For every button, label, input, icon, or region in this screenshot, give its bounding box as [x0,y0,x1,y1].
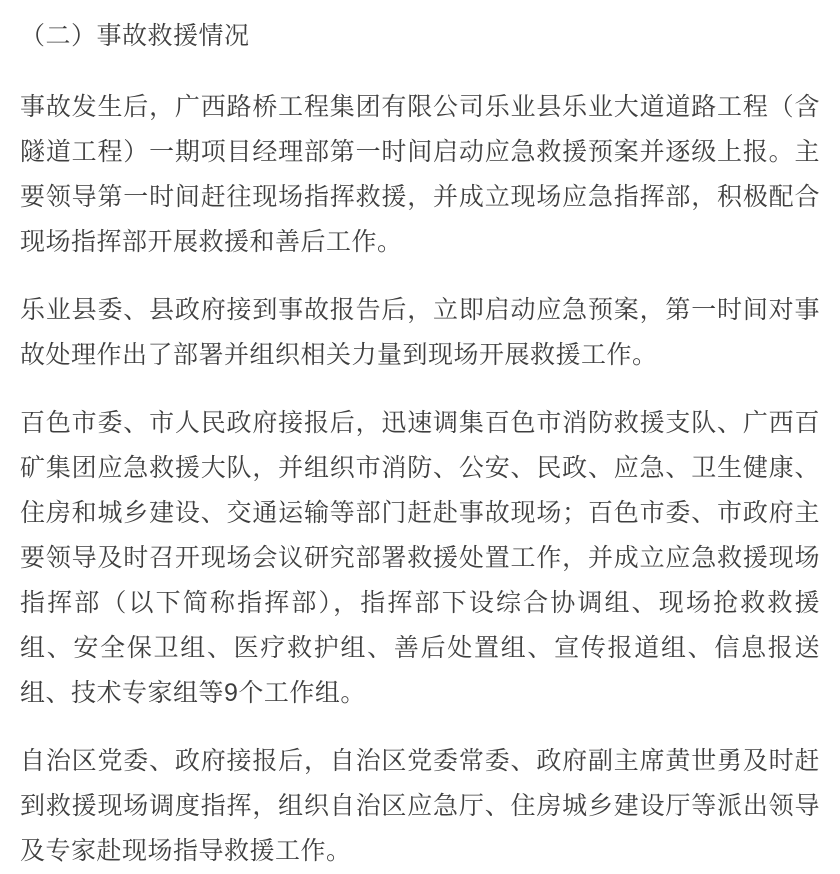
paragraph-rescue-company: 事故发生后，广西路桥工程集团有限公司乐业县乐业大道道路工程（含隧道工程）一期项目经理部第一时间启动应急救援预案并逐级上报。主要领导第一时间赶往现场指挥救援，并成立现场应急指挥部，积极配合现场指挥部开展救援和善后工作。 [20,93,820,256]
paragraph-county-response: 乐业县委、县政府接到事故报告后，立即启动应急预案，第一时间对事故处理作出了部署并组织相关力量到现场开展救援工作。 [20,296,820,369]
paragraph-city-response: 百色市委、市人民政府接报后，迅速调集百色市消防救援支队、广西百矿集团应急救援大队，并组织市消防、公安、民政、应急、卫生健康、住房和城乡建设、交通运输等部门赶赴事故现场；百色市委、市政府主要领导及时召开现场会议研究部署救援处置工作，并成立应急救援现场指挥部（以下简称指挥部），指挥部下设综合协调组、现场抢救救援组、安全保卫组、医疗救护组、善后处置组、宣传报道组、信息报送组、技术专家组等9个工作组。 [20,409,820,707]
paragraph-region-response: 自治区党委、政府接报后，自治区党委常委、政府副主席黄世勇及时赶到救援现场调度指挥，组织自治区应急厅、住房城乡建设厅等派出领导及专家赴现场指导救援工作。 [20,747,820,865]
section-heading: （二）事故救援情况 [20,22,250,50]
